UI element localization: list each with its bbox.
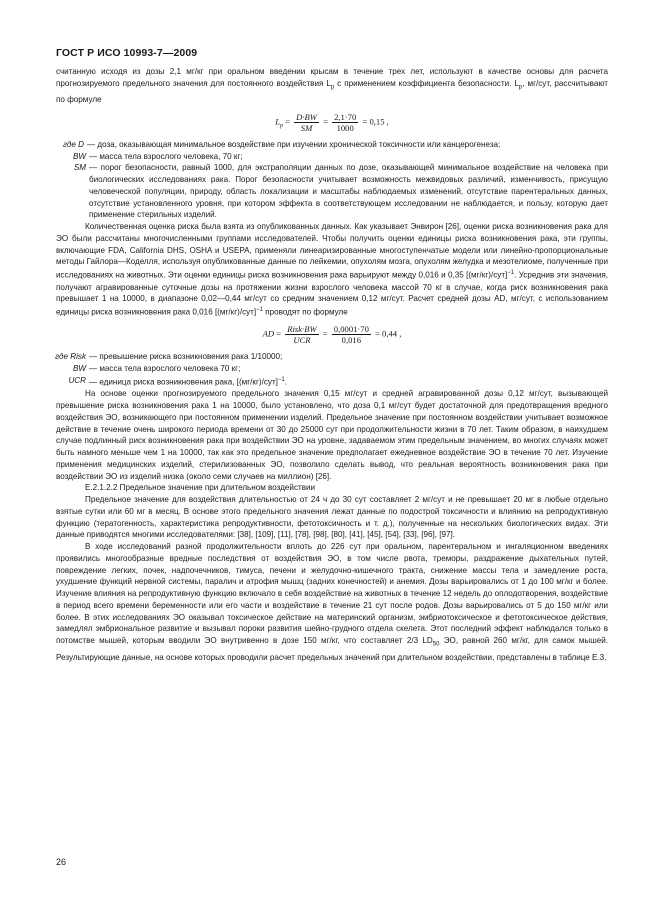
definition-row: BW — масса тела взрослого человека, 70 кг; [72,151,243,161]
paragraph-intro: считанную исходя из дозы 2,1 мг/кг при оральном введении крысам в течение трех лет, используют в качестве основы для расчета прогнозируемого предельного значения для постоянного воздействия $L_p$ с применением коэффициента безопасности. $L_p$, мг/сут, рассчитывают по формуле [56,67,608,105]
definition-row: UCR — единица риска возникновения рака, $[(мг/кг)/сут]^{-1}$. [68,375,288,387]
fraction-symbolic: $\frac{\text{Risk·BW}}{\text{UCR}}$ [287,324,317,346]
fraction-symbolic: $\frac{D\cdot BW}{SM}$ [296,111,317,133]
definition-row: BW — масса тела взрослого человека 70 кг; [72,364,241,374]
fraction-numeric: $\frac{2,1\cdot 70}{1000}$ [334,111,357,133]
formula-ad: AD = $\frac{\text{Risk·BW}}{\text{UCR}}$ = $\frac{0,0001\cdot 70}{0,016}$ = 0,44 , [262,324,402,346]
definition-row: SM — порог безопасности, равный 1000, для экстраполяции данных по дозе, оказывающей минимальное воздействие на человека при биологических исследованиях рака. Порог безопасности учитывает возможность межвидовых различий, изменчивость, присущую человеческой популяции, природу, область локализации и масштабы наблюдаемых изменений, отсутствие парентеральных данных, отсутствие установленного уровня, при котором эффекта в соответствующем исследовании не наблюдается, и пользу, которую дает применение стерильных изделий. [73,163,608,220]
formula-lp: $L_p$ = $\frac{D\cdot BW}{SM}$ = $\frac{2,1\cdot 70}{1000}$ = 0,15 , [275,111,389,133]
fraction-numeric: $\frac{0,0001\cdot 70}{0,016}$ [333,324,369,346]
definition-row: где D — доза, оказывающая минимальное воздействие при изучении хронической токсичности или канцерогенеза; [63,139,501,149]
definitions-list-2 [56,351,608,388]
document-body [56,66,608,663]
document-header: ГОСТ Р ИСО 10993-7—2009 [56,47,198,59]
section-heading: Е.2.1.2.2 Предельное значение при длительном воздействии [85,483,316,493]
paragraph-risk: Количественная оценка риска была взята из опубликованных данных. Как указывает Энвирон [26], оценки риска возникновения рака для ЭО были рассчитаны многочисленными группами исследователей. Чтобы получить оценки единицы риска возникновения рака, эти группы, включающие FDA, California DHS, OSHA и USEPA, применяли линеаризированные многоступенчатые модели или линейно-пропорциональные методы Гайлора—Коделля, используя опубликованные данные по лейкемии, опухолям мозга, опухолям желудка и мезотелиоме, полученные при исследованиях на животных. Эти оценки единицы риска возникновения рака варьируют между 0,016 и 0,35 $[(мг/кг)/сут]^{-1}$. Усреднив эти значения, получают агравированные суточные дозы на протяжении жизни взрослого человека массой 70 кг в случае, когда риск возникновения рака превышает 1 на 10000, в диапазоне 0,02—0,44 мг/сут со средним значением 0,12 мг/сут. Расчет средней дозы AD, мг/сут, с использованием единицы риска возникновения рака 0,016 $[(мг/кг)/сут]^{-1}$ проводят по формуле [56,222,608,317]
paragraph-long-term-limit: Предельное значение для воздействия длительностью от 24 ч до 30 сут составляет 2 мг/сут и не превышает 20 мг в любые отдельно взятые сутки или 60 мг в месяц. В основе этого предельного значения лежат данные по подострой токсичности и влиянию на репродуктивную функцию (тератогенность, характеристика репродуктивности, фетотоксичность и т. д.), полученные на нескольких биологических видах. Эти данные приводятся многими исследователями: [38], [109], [11], [78], [98], [80], [41], [45], [54], [33], [96], [97]. [56,495,608,540]
paragraph-studies: В ходе исследований разной продолжительности вплоть до 226 сут при оральном, парентеральном и ингаляционном введениях проявились многообразные вредные последствия от воздействия ЭО, в том числе рвота, треморы, раздражение дыхательных путей, повреждение легких, почек, надпочечников, тимуса, печени и желудочно-кишечного тракта, снижение массы тела и замедление роста, ухудшение функций нервной системы, паралич и атрофия мышц (задних конечностей) и анемия. Дозы варьировались от 1 до 100 мг/кг и более. Изучение влияния на репродуктивную функцию включало в себя воздействие на животных в течение 12 недель до оплодотворения, воздействие в период всего времени беременности или его части и воздействие в течение 21 сут после родов. Дозы варьировались от 5 до 150 мг/кг или более. В этих исследованиях ЭО оказывал токсическое действие на материнский организм, эмбриотоксическое и фетотоксическое действия, замедлял эмбриональное развитие и вызывал пороки развития шейно-грудного отдела скелета. Этот последний эффект наблюдался только в потомстве мышей, которым вводили ЭО внутривенно в дозе 150 мг/кг, что составляет 2/3 $LD_{50}$ ЭО, равной 260 мг/кг, для самок мышей. Результирующие данные, на основе которых проводили расчет предельных значений при длительном воздействии, представлены в таблице Е.3. [56,542,608,662]
definitions-list-1 [56,139,608,221]
paragraph-conclusion: На основе оценки прогнозируемого предельного значения 0,15 мг/сут и средней агравированной дозы 0,12 мг/сут, вызывающей превышение риска возникновения рака 1 на 10000, было установлено, что доза 0,1 мг/сут будет достаточной для предотвращения вредного воздействия ЭО, возникающего при постоянном применении изделий. Предельное значение при постоянном воздействии учитывает возможное действие в течение очень широкого периода времени от 30 до 25000 сут при продолжительности жизни в 70 лет. Таким образом, в наихудшем случае подлинный риск возникновения рака при воздействии ЭО на уровне, задаваемом этим предельным значением, во многих случаях может быть намного меньше чем 1 на 10000, так как это предельное значение предполагает ежедневное воздействие ЭО в течение 70 лет. Изучение применения медицинских изделий, стерилизованных ЭО, позволило сделать вывод, что реальная вероятность возникновения рака при воздействии ЭО из изделий низка (около семи случаев на миллион) [26]. [56,389,608,481]
definition-row: где Risk — превышение риска возникновения рака 1/10000; [55,352,283,362]
page-number: 26 [56,857,67,867]
